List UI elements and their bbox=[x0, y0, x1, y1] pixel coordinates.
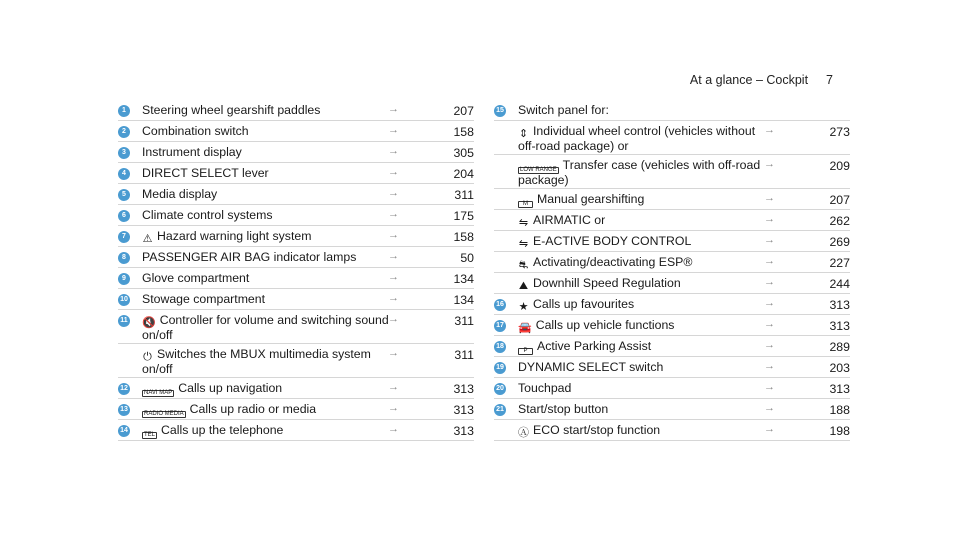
page-reference[interactable]: 269 bbox=[829, 235, 850, 249]
page-reference[interactable]: 289 bbox=[829, 340, 850, 354]
page-reference[interactable]: 311 bbox=[454, 348, 474, 362]
item-label bbox=[142, 125, 392, 139]
item-number-badge: 1 bbox=[118, 105, 130, 117]
item-label bbox=[142, 167, 392, 181]
page-reference[interactable]: 227 bbox=[829, 256, 850, 270]
arrow-right-icon: → bbox=[388, 187, 399, 199]
item-label bbox=[518, 256, 768, 271]
toc-row[interactable] bbox=[494, 357, 850, 378]
item-text: ECO start/stop function bbox=[533, 423, 661, 437]
toc-row[interactable] bbox=[118, 378, 474, 399]
page-reference[interactable]: 311 bbox=[454, 188, 474, 202]
item-text: DIRECT SELECT lever bbox=[142, 166, 269, 180]
arrow-right-icon: → bbox=[388, 381, 399, 393]
item-label bbox=[518, 424, 768, 439]
item-number-badge: 13 bbox=[118, 404, 130, 416]
arrow-right-icon: → bbox=[388, 250, 399, 262]
item-text: Start/stop button bbox=[518, 402, 609, 416]
arrow-right-icon: → bbox=[764, 124, 775, 136]
item-text: Downhill Speed Regulation bbox=[533, 276, 681, 290]
toc-row[interactable] bbox=[494, 252, 850, 273]
item-label bbox=[142, 424, 392, 439]
item-text: Calls up vehicle functions bbox=[535, 318, 675, 332]
page-reference[interactable]: 311 bbox=[454, 314, 474, 328]
item-text: Individual wheel control (vehicles without off-road package) or bbox=[518, 124, 756, 153]
item-text: Instrument display bbox=[142, 145, 242, 159]
page-reference[interactable]: 207 bbox=[453, 104, 474, 118]
toc-row[interactable] bbox=[494, 273, 850, 294]
page-reference[interactable]: 198 bbox=[829, 424, 850, 438]
item-label bbox=[518, 193, 768, 208]
arrow-right-icon: → bbox=[764, 339, 775, 351]
page-reference[interactable]: 313 bbox=[453, 403, 474, 417]
toc-row[interactable] bbox=[118, 205, 474, 226]
item-label bbox=[142, 293, 392, 307]
page-reference[interactable]: 158 bbox=[453, 230, 474, 244]
item-number-badge: 20 bbox=[494, 383, 506, 395]
item-label bbox=[142, 314, 392, 343]
item-label bbox=[142, 209, 392, 223]
item-label bbox=[142, 382, 392, 397]
arrow-right-icon: → bbox=[764, 297, 775, 309]
toc-row[interactable] bbox=[494, 210, 850, 231]
page-reference[interactable]: 244 bbox=[829, 277, 850, 291]
toc-row[interactable] bbox=[118, 100, 474, 121]
item-number-badge: 14 bbox=[118, 425, 130, 437]
page-reference[interactable]: 313 bbox=[453, 382, 474, 396]
item-number-badge: 4 bbox=[118, 168, 130, 180]
item-number-badge: 3 bbox=[118, 147, 130, 159]
airmatic-icon: ⇋ bbox=[518, 217, 529, 229]
toc-row[interactable] bbox=[118, 184, 474, 205]
vehicle-icon: 🚘 bbox=[518, 322, 532, 334]
toc-row[interactable] bbox=[118, 344, 474, 378]
arrow-right-icon: → bbox=[388, 347, 399, 359]
arrow-right-icon: → bbox=[388, 166, 399, 178]
left-column bbox=[118, 100, 474, 441]
toc-row[interactable] bbox=[118, 226, 474, 247]
item-label bbox=[518, 382, 768, 396]
arrow-right-icon: → bbox=[764, 360, 775, 372]
item-text: Combination switch bbox=[142, 124, 249, 138]
arrow-right-icon: → bbox=[764, 318, 775, 330]
item-number-badge: 12 bbox=[118, 383, 130, 395]
item-label bbox=[142, 230, 392, 245]
toc-row[interactable] bbox=[494, 231, 850, 252]
item-text: Calls up favourites bbox=[533, 297, 635, 311]
item-label bbox=[518, 214, 768, 229]
item-number-badge: 8 bbox=[118, 252, 130, 264]
item-number-badge: 7 bbox=[118, 231, 130, 243]
telephone-icon: TEL bbox=[144, 432, 156, 438]
item-label bbox=[518, 361, 768, 375]
item-text: Touchpad bbox=[518, 381, 572, 395]
star-icon: ★ bbox=[518, 301, 529, 313]
item-text: Switches the MBUX multimedia system on/off bbox=[142, 347, 371, 376]
item-text: Active Parking Assist bbox=[537, 339, 652, 353]
item-label bbox=[142, 348, 392, 377]
item-number-badge: 19 bbox=[494, 362, 506, 374]
item-number-badge: 10 bbox=[118, 294, 130, 306]
arrow-right-icon: → bbox=[388, 313, 399, 325]
hazard-triangle-icon: ⚠ bbox=[142, 233, 153, 245]
item-label bbox=[142, 251, 392, 265]
toc-row[interactable] bbox=[494, 420, 850, 441]
page-reference[interactable]: 134 bbox=[453, 272, 474, 286]
toc-row[interactable] bbox=[118, 247, 474, 268]
item-label bbox=[518, 159, 768, 188]
toc-row[interactable] bbox=[494, 155, 850, 189]
page-reference[interactable]: 158 bbox=[453, 125, 474, 139]
item-text: Controller for volume and switching sound on/off bbox=[142, 313, 389, 342]
item-text: PASSENGER AIR BAG indicator lamps bbox=[142, 250, 357, 264]
toc-row[interactable] bbox=[494, 378, 850, 399]
speaker-mute-icon: 🔇 bbox=[142, 317, 156, 329]
item-text: Calls up radio or media bbox=[189, 402, 317, 416]
page-reference[interactable]: 313 bbox=[829, 298, 850, 312]
item-label bbox=[518, 125, 768, 154]
page-reference[interactable]: 273 bbox=[829, 125, 850, 139]
page-reference[interactable]: 313 bbox=[829, 319, 850, 333]
item-number-badge: 5 bbox=[118, 189, 130, 201]
toc-row[interactable] bbox=[118, 121, 474, 142]
toc-row[interactable] bbox=[494, 294, 850, 315]
item-label bbox=[518, 104, 768, 118]
toc-row[interactable] bbox=[118, 142, 474, 163]
power-icon: ⏻ bbox=[143, 351, 152, 363]
page-reference[interactable]: 188 bbox=[829, 403, 850, 417]
eco-start-stop-icon: Ⓐ bbox=[518, 427, 529, 439]
item-number-badge: 15 bbox=[494, 105, 506, 117]
item-text: Stowage compartment bbox=[142, 292, 266, 306]
item-label bbox=[518, 235, 768, 250]
item-number-badge: 17 bbox=[494, 320, 506, 332]
item-label bbox=[142, 104, 392, 118]
arrow-right-icon: → bbox=[764, 276, 775, 288]
item-label bbox=[518, 403, 768, 417]
item-number-badge: 16 bbox=[494, 299, 506, 311]
arrow-right-icon: → bbox=[388, 124, 399, 136]
page-number: 7 bbox=[826, 73, 833, 87]
page-reference[interactable]: 207 bbox=[829, 193, 850, 207]
esp-off-icon: ⛐ bbox=[518, 259, 529, 271]
parking-icon: P bbox=[518, 348, 533, 355]
toc-row[interactable] bbox=[118, 420, 474, 441]
page-header bbox=[690, 73, 833, 87]
item-label bbox=[518, 340, 768, 355]
item-text: E-ACTIVE BODY CONTROL bbox=[533, 234, 692, 248]
item-text: Activating/deactivating ESP® bbox=[533, 255, 693, 269]
page-reference[interactable]: 50 bbox=[460, 251, 474, 265]
page-reference[interactable]: 313 bbox=[829, 382, 850, 396]
item-number-badge: 6 bbox=[118, 210, 130, 222]
toc-row[interactable] bbox=[118, 163, 474, 184]
arrow-right-icon: → bbox=[764, 158, 775, 170]
right-column bbox=[494, 100, 850, 441]
arrow-right-icon: → bbox=[764, 213, 775, 225]
item-text: Calls up the telephone bbox=[161, 423, 284, 437]
item-text: DYNAMIC SELECT switch bbox=[518, 360, 664, 374]
toc-row[interactable] bbox=[494, 121, 850, 155]
item-text: Switch panel for: bbox=[518, 103, 609, 117]
low-range-icon: LOW RANGE bbox=[520, 167, 557, 173]
item-label bbox=[142, 272, 392, 286]
arrow-right-icon: → bbox=[764, 255, 775, 267]
arrow-right-icon: → bbox=[388, 423, 399, 435]
manual-gear-icon: M bbox=[518, 201, 533, 208]
toc-row[interactable] bbox=[494, 399, 850, 420]
arrow-right-icon: → bbox=[388, 271, 399, 283]
page-reference[interactable]: 262 bbox=[829, 214, 850, 228]
toc-row[interactable] bbox=[494, 315, 850, 336]
item-text: Manual gearshifting bbox=[537, 192, 645, 206]
page-reference[interactable]: 134 bbox=[453, 293, 474, 307]
page-reference[interactable]: 204 bbox=[453, 167, 474, 181]
section-title: At a glance – Cockpit bbox=[689, 73, 809, 87]
arrow-right-icon: → bbox=[388, 145, 399, 157]
item-text: Steering wheel gearshift paddles bbox=[142, 103, 321, 117]
arrow-right-icon: → bbox=[764, 234, 775, 246]
toc-row[interactable] bbox=[118, 289, 474, 310]
page-reference[interactable]: 203 bbox=[829, 361, 850, 375]
item-text: AIRMATIC or bbox=[533, 213, 606, 227]
item-label bbox=[518, 298, 768, 313]
arrow-right-icon: → bbox=[388, 229, 399, 241]
item-text: Climate control systems bbox=[142, 208, 273, 222]
toc-row[interactable] bbox=[118, 399, 474, 420]
arrow-right-icon: → bbox=[764, 381, 775, 393]
downhill-icon: ⛰ bbox=[518, 280, 529, 292]
wheel-control-icon: ⇕ bbox=[518, 128, 529, 140]
item-label bbox=[142, 146, 392, 160]
toc-row[interactable] bbox=[118, 268, 474, 289]
arrow-right-icon: → bbox=[764, 423, 775, 435]
body-control-icon: ⇋ bbox=[518, 238, 529, 250]
arrow-right-icon: → bbox=[764, 402, 775, 414]
item-text: Calls up navigation bbox=[178, 381, 283, 395]
toc-row[interactable] bbox=[494, 336, 850, 357]
item-text: Media display bbox=[142, 187, 218, 201]
item-text: Hazard warning light system bbox=[157, 229, 312, 243]
item-number-badge: 21 bbox=[494, 404, 506, 416]
toc-row[interactable] bbox=[494, 100, 850, 121]
item-number-badge: 9 bbox=[118, 273, 130, 285]
item-number-badge: 11 bbox=[118, 315, 130, 327]
page-reference[interactable]: 175 bbox=[453, 209, 474, 223]
toc-row[interactable] bbox=[494, 189, 850, 210]
item-label bbox=[142, 403, 392, 418]
arrow-right-icon: → bbox=[388, 402, 399, 414]
arrow-right-icon: → bbox=[388, 208, 399, 220]
page-reference[interactable]: 305 bbox=[453, 146, 474, 160]
radio-media-icon: RADIO MEDIA bbox=[144, 411, 184, 417]
item-number-badge: 18 bbox=[494, 341, 506, 353]
navi-map-icon: NAVI MAP bbox=[144, 390, 173, 396]
item-label bbox=[518, 277, 768, 292]
arrow-right-icon: → bbox=[764, 192, 775, 204]
arrow-right-icon: → bbox=[388, 103, 399, 115]
page-reference[interactable]: 313 bbox=[453, 424, 474, 438]
item-text: Transfer case (vehicles with off-road package) bbox=[518, 158, 761, 187]
arrow-right-icon: → bbox=[388, 292, 399, 304]
toc-row[interactable] bbox=[118, 310, 474, 344]
item-number-badge: 2 bbox=[118, 126, 130, 138]
item-label bbox=[518, 319, 768, 334]
item-label bbox=[142, 188, 392, 202]
item-text: Glove compartment bbox=[142, 271, 250, 285]
page-reference[interactable]: 209 bbox=[829, 159, 850, 173]
